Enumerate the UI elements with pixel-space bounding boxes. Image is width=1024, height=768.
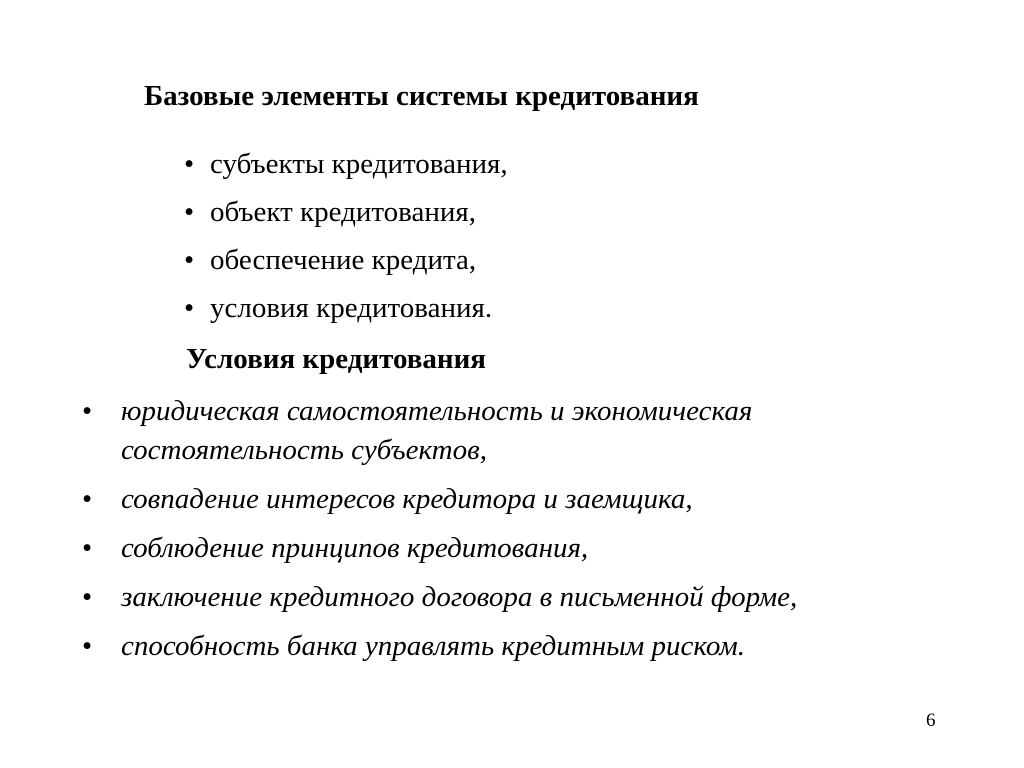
bullet-icon: • [184, 292, 195, 324]
list-item [184, 242, 508, 290]
list-item [82, 627, 962, 666]
list-item-text: условия кредитования. [210, 292, 493, 324]
list-item-text: заключение кредитного договора в письменной форме, [121, 581, 798, 613]
bullet-icon: • [184, 148, 195, 180]
list-item-text: соблюдение принципов кредитования, [121, 532, 589, 564]
bullet-icon: • [82, 581, 93, 613]
list-item [184, 146, 508, 194]
list-item [82, 480, 962, 519]
bullet-icon: • [184, 196, 195, 228]
conditions-heading: Условия кредитования [186, 343, 486, 375]
list-item-text: юридическая самостоятельность и экономическая состоятельность субъектов, [121, 395, 753, 466]
list-item-text: совпадение интересов кредитора и заемщика, [121, 483, 693, 515]
list-item-text: обеспечение кредита, [210, 244, 477, 276]
list-item-text: объект кредитования, [210, 196, 476, 228]
bullet-icon: • [82, 630, 93, 662]
list-item [82, 529, 962, 568]
list-item-text: способность банка управлять кредитным риском. [121, 630, 746, 662]
page-number: 6 [926, 710, 936, 731]
bullet-icon: • [184, 244, 195, 276]
conditions-list [82, 392, 962, 676]
bullet-icon: • [82, 532, 93, 564]
basic-elements-list [184, 146, 508, 338]
list-item [82, 578, 962, 617]
bullet-icon: • [82, 395, 93, 427]
list-item-text: субъекты кредитования, [210, 148, 508, 180]
list-item [184, 194, 508, 242]
list-item [82, 392, 962, 470]
list-item [184, 290, 508, 338]
slide-title: Базовые элементы системы кредитования [144, 80, 699, 112]
bullet-icon: • [82, 483, 93, 515]
